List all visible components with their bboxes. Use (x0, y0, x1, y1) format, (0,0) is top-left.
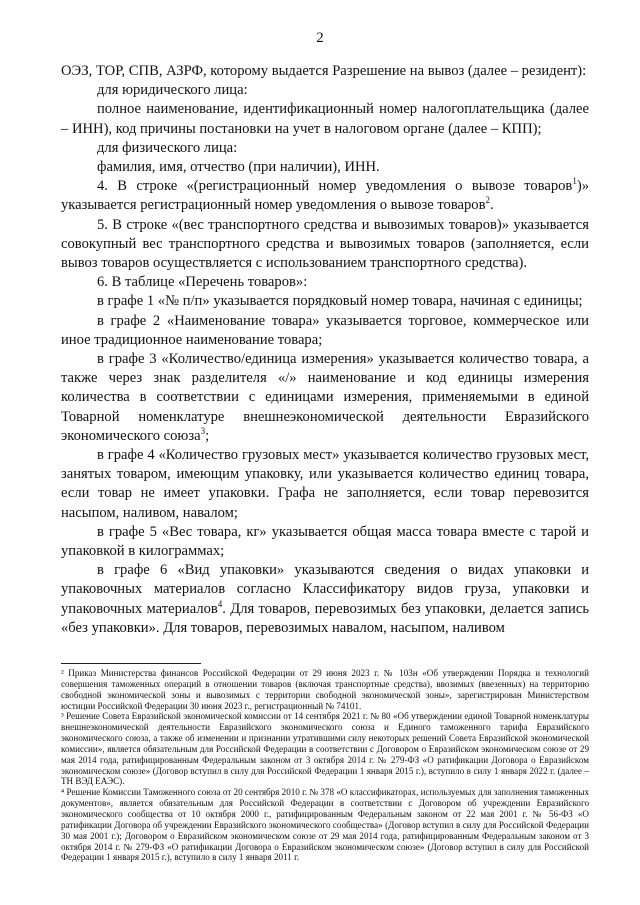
paragraph: в графе 1 «№ п/п» указывается порядковый номер товара, начиная с единицы; (97, 293, 583, 310)
footnote: ⁴ Решение Комиссии Таможенного союза от 20 сентября 2010 г. № 378 «О классификаторах, используемых для заполнения таможенных документов», является обязательным для Российской Федерации в соответствии с Договором об учреждении Евразийского экономического сообщества от 10 октября 2000 г., ратифицированным Федеральным законом от 22 мая 2001 г. № 56-ФЗ «О ратификации Договора об учреждении Евразийского экономического сообщества» (Договор вступил в силу для Российской Федерации 30 мая 2001 г.); Договором о Евразийском экономическом союзе от 29 мая 2014 года, ратифицированным Федеральным законом от 3 октября 2014 г. № 279-ФЗ «О ратификации Договора о Евразийском экономическом союзе» (Договор вступил в силу для Российской Федерации 1 января 2015 г.), вступило в силу 1 января 2011 г. (61, 787, 589, 863)
text-run: 4. В строке «(регистрационный номер уведомления о вывозе товаров (97, 178, 573, 195)
text-run: ; (205, 427, 210, 444)
footnote-ref: 4 (217, 598, 223, 609)
paragraph: полное наименование, идентификационный номер налогоплательщика (далее – ИНН), код причины постановки на учет в налоговом органе (далее – КПП); (61, 101, 589, 137)
paragraph: в графе 4 «Количество грузовых мест» указывается количество грузовых мест, занятых товаром, имеющим упаковку, или указывается количество единиц товара, если товар не имеет упаковки. Графа не заполняется, если товар перевозится насыпом, наливом, навалом; (61, 447, 589, 521)
footnote-ref: 1 (572, 176, 577, 187)
paragraph: 6. В таблице «Перечень товаров»: (97, 274, 308, 291)
paragraph: 5. В строке «(вес транспортного средства и вывозимых товаров)» указывается совокупный вес транспортного средства и вывозимых товаров (заполняется, если вывоз товаров осуществляется с использованием транспортного средства). (61, 216, 589, 272)
footnote-ref: 2 (485, 195, 490, 206)
text-run: . (490, 197, 494, 214)
text-run: . Для товаров, перевозимых без упаковки, делается запись «без упаковки». Для товаров, перевозимых навалом, насыпом, наливом (61, 600, 589, 636)
paragraph (61, 350, 589, 446)
paragraph: ОЭЗ, ТОР, СПВ, АЗРФ, которому выдается Разрешение на вывоз (далее – резидент): (61, 63, 587, 79)
text-run: в графе 3 «Количество/единица измерения» указывается количество товара, а также через знак разделителя «/» наименование и код единицы измерения количества в соответствии с единицами измерения, применяемыми в единой Товарной номенклатуре внешнеэкономической деятельности Евразийского экономического союза (61, 351, 589, 444)
body-text (61, 62, 589, 638)
paragraph: в графе 2 «Наименование товара» указывается торговое, коммерческое или иное традиционное наименование товара; (61, 312, 589, 348)
page-number: 2 (316, 30, 324, 46)
paragraph: для юридического лица: (97, 82, 248, 99)
footnote-ref: 3 (200, 426, 206, 436)
footnote: ² Приказ Министерства финансов Российской Федерации от 29 июня 2023 г. № 103н «Об утверждении Порядка и технологий совершения таможенных операций в отношении товаров (включая транспортные средства), ввозимых (ввезенных) на территорию свободной экономической зоны и вывозимых с территории свободной экономической зоны», зарегистрирован Министерством юстиции Российской Федерации 30 июня 2023 г., регистрационный № 74101. (61, 668, 589, 711)
paragraph (61, 177, 589, 215)
paragraph (61, 561, 589, 638)
footnotes (61, 668, 589, 863)
text-run: )» указывается регистрационный номер уведомления о вывозе товаров (61, 178, 589, 214)
text-run: в графе 6 «Вид упаковки» указываются сведения о видах упаковки и упаковочных материалов согласно Классификатору видов груза, упаковки и упаковочных материалов (61, 562, 589, 617)
paragraph: в графе 5 «Вес товара, кг» указывается общая масса товара вместе с тарой и упаковкой в килограммах; (61, 523, 589, 560)
footnote-divider (61, 663, 201, 664)
paragraph: фамилия, имя, отчество (при наличии), ИНН. (97, 159, 380, 176)
paragraph: для физического лица: (97, 139, 238, 156)
footnote: ³ Решение Совета Евразийской экономической комиссии от 14 сентября 2021 г. № 80 «Об утверждении единой Товарной номенклатуры внешнеэкономической деятельности Евразийского экономического союза и Единого таможенного тарифа Евразийского экономического союза, а также об изменении и признании утратившими силу некоторых решений Совета Евразийской экономической комиссии», является обязательным для Российской Федерации в соответствии с Договором о Евразийском экономическом союзе от 29 мая 2014 года, ратифицированным Федеральным законом от 3 октября 2014 г. № 279-ФЗ «О ратификации Договора о Евразийском экономическом союзе» (Договор вступил в силу для Российской Федерации 1 января 2015 г.), вступило в силу 1 января 2022 г. (далее – ТН ВЭД ЕАЭС). (61, 711, 589, 787)
